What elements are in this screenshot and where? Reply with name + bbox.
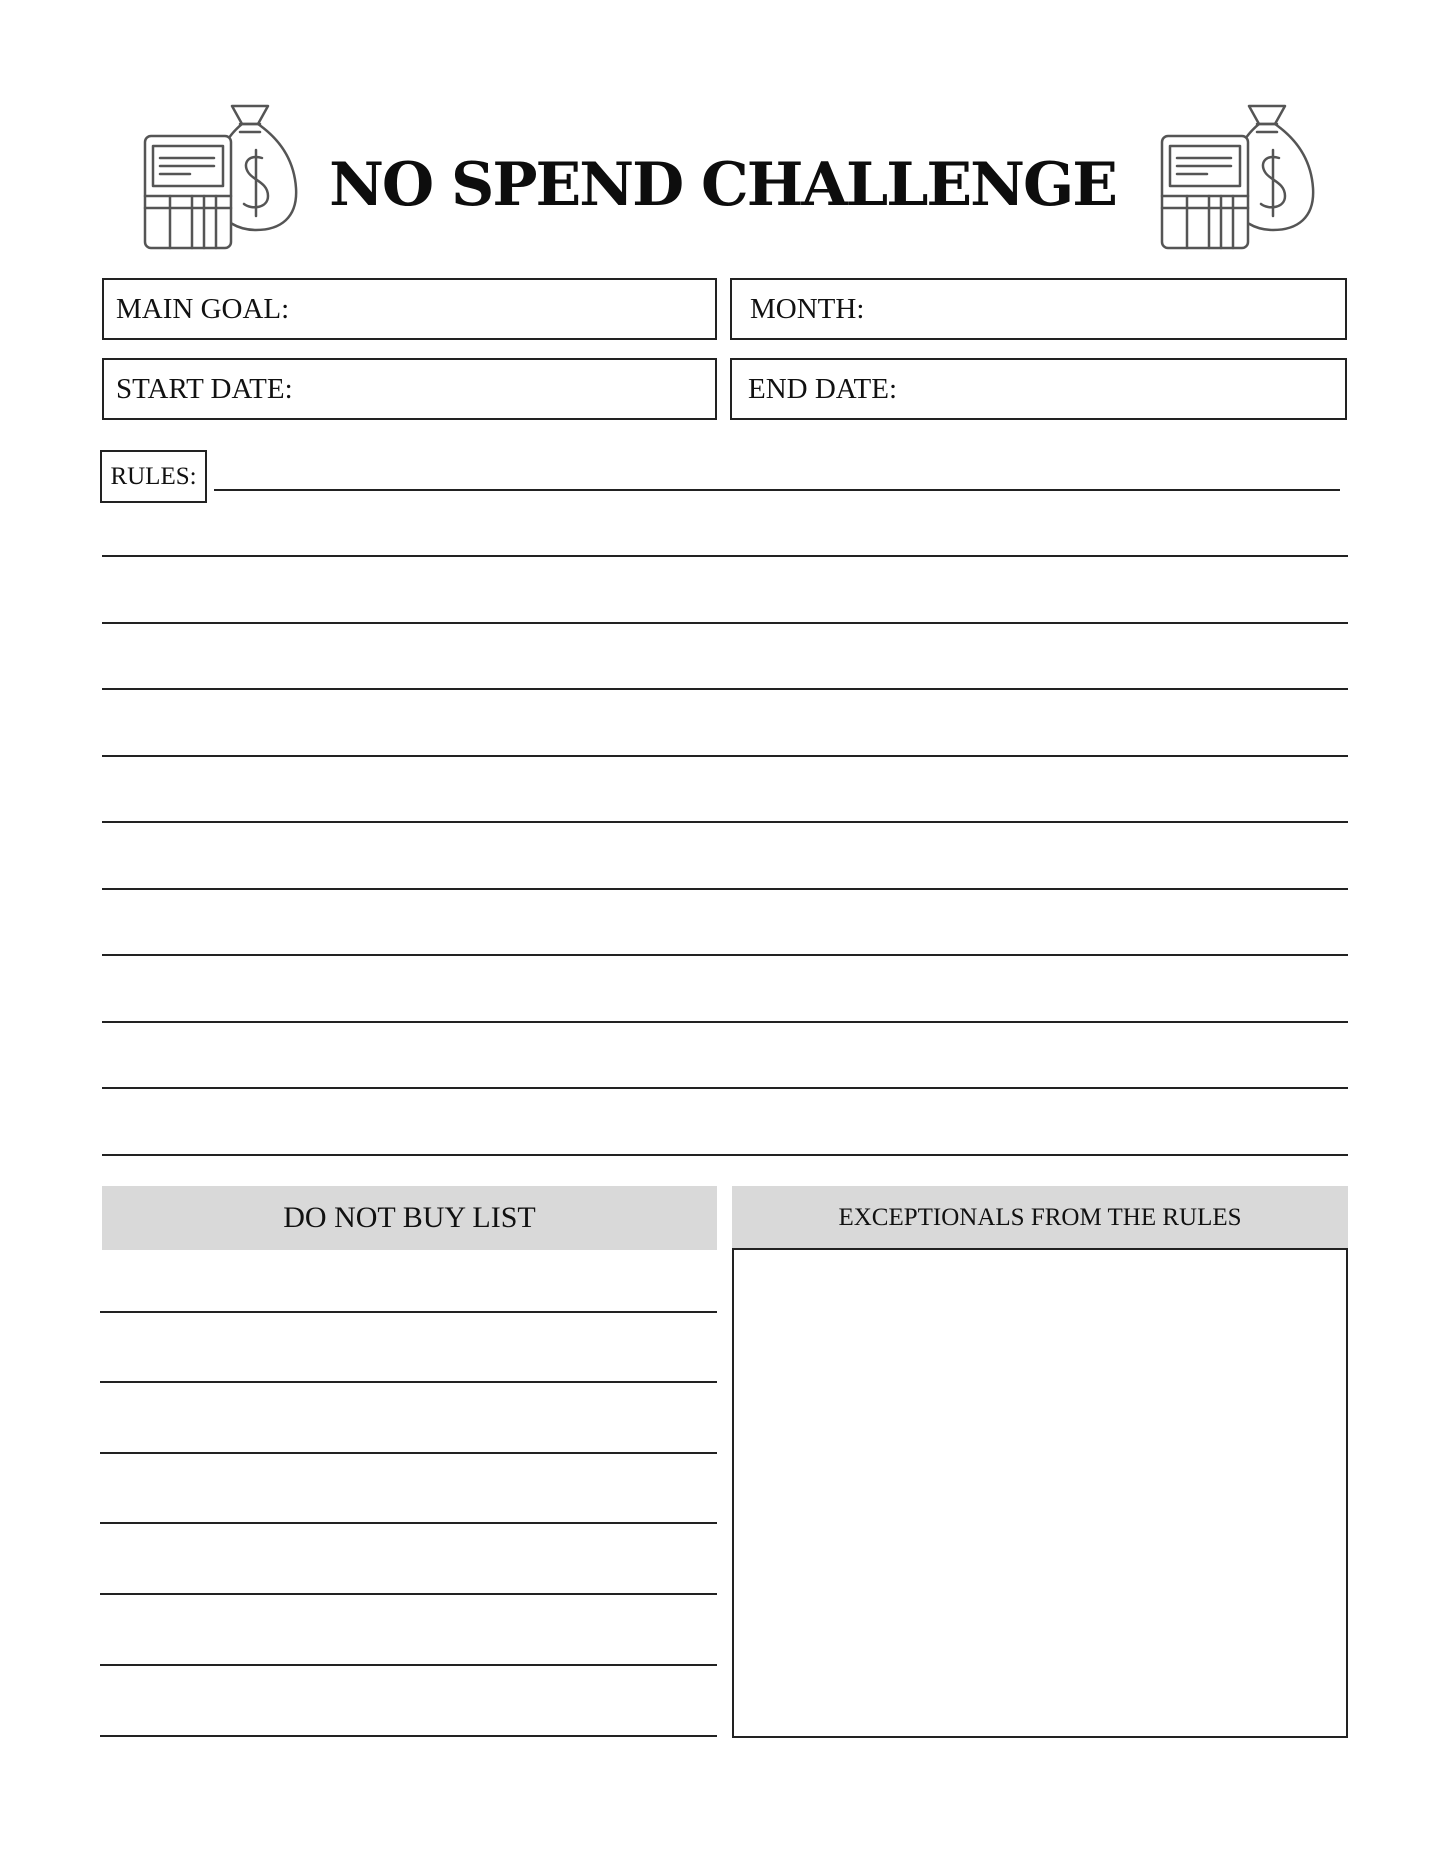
do-not-buy-line[interactable] (100, 1452, 717, 1454)
end-date-field[interactable] (730, 358, 1347, 420)
main-goal-field[interactable] (102, 278, 717, 340)
month-field[interactable] (730, 278, 1347, 340)
do-not-buy-line[interactable] (100, 1522, 717, 1524)
rules-line[interactable] (102, 688, 1348, 690)
rules-line[interactable] (102, 954, 1348, 956)
main-goal-label: MAIN GOAL: (116, 293, 290, 325)
do-not-buy-line[interactable] (100, 1311, 717, 1313)
start-date-label: START DATE: (116, 373, 293, 405)
month-label: MONTH: (750, 293, 865, 325)
do-not-buy-line[interactable] (100, 1381, 717, 1383)
rules-line[interactable] (102, 622, 1348, 624)
rules-line[interactable] (102, 1021, 1348, 1023)
rules-line[interactable] (102, 1087, 1348, 1089)
rules-line[interactable] (102, 888, 1348, 890)
exceptions-box[interactable] (732, 1248, 1348, 1738)
do-not-buy-line[interactable] (100, 1664, 717, 1666)
rules-label-box (100, 450, 207, 503)
rules-line[interactable] (102, 755, 1348, 757)
calculator-money-bag-icon (140, 92, 300, 252)
page-title: NO SPEND CHALLENGE (329, 150, 1116, 220)
do-not-buy-line[interactable] (100, 1593, 717, 1595)
rules-label: RULES: (110, 463, 197, 490)
start-date-field[interactable] (102, 358, 717, 420)
rules-line[interactable] (102, 555, 1348, 557)
rules-line[interactable] (102, 1154, 1348, 1156)
rules-line[interactable] (102, 821, 1348, 823)
do-not-buy-line[interactable] (100, 1735, 717, 1737)
exceptions-header: EXCEPTIONALS FROM THE RULES (732, 1186, 1348, 1250)
do-not-buy-header: DO NOT BUY LIST (102, 1186, 717, 1250)
calculator-money-bag-icon (1157, 92, 1317, 252)
end-date-label: END DATE: (748, 373, 898, 405)
rules-line[interactable] (214, 489, 1340, 491)
